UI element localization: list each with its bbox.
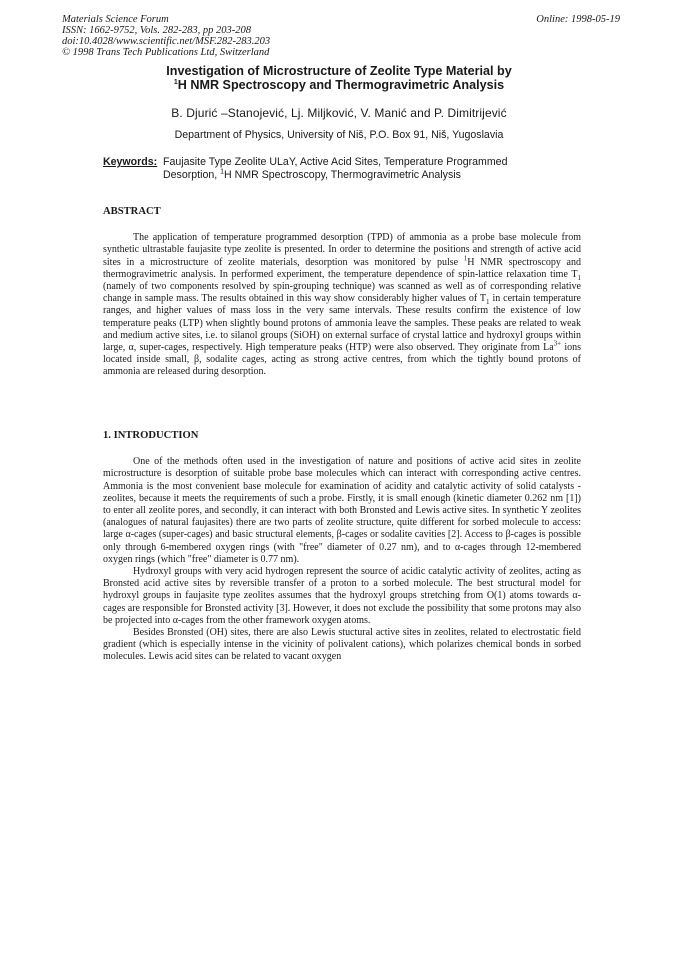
introduction-paragraph-2: Hydroxyl groups with very acid hydrogen represent the source of acidic catalytic activity of zeolites, acting as Bronsted acid active sites by reversible transfer of a proton to a sorbed molecule. The best structural model for hydroxyl groups in faujasite type zeolites assumes that the hydroxyl groups stretching from O(1) atoms towards α-cages are responsible for Bronsted activity [3]. However, it does not exclude the possibility that some protons may also be projected into α-cages from the other framework oxygen atoms.: [103, 566, 581, 626]
keywords-block: [103, 156, 583, 182]
abstract-text-c: (namely of two components resolved by spin-grouping technique) was scanned as well as of corresponding relative change in sample mass. The results obtained in this way show considerably higher values of T: [103, 281, 581, 305]
introduction-heading: 1. INTRODUCTION: [103, 430, 199, 441]
authors: B. Djurić –Stanojević, Lj. Miljković, V. Manić and P. Dimitrijević: [171, 106, 507, 120]
abstract-text-b: H NMR spectroscopy and thermogravimetric analysis. In performed experiment, the temperature dependence of spin-lattice relaxation time T: [103, 256, 582, 280]
keywords-line-1: Faujasite Type Zeolite ULaY, Active Acid Sites, Temperature Programmed: [163, 156, 508, 168]
journal-header: [62, 14, 270, 58]
keywords-line-2-post: H NMR Spectroscopy, Thermogravimetric Analysis: [224, 169, 461, 181]
abstract-sup-1: 1: [463, 254, 468, 263]
journal-name: Materials Science Forum: [62, 14, 169, 25]
abstract-text-d: in certain temperature ranges, and higher values of mass loss in the very same intervals. These results confirm the existence of low temperature peaks (LTP) when slightly bound protons of ammonia leave the samples. These peaks are related to weak and medium active sites, i.e. to silanol groups (SiOH) on external surface of crystal lattice and hydroxyl groups within large, α, super-cages, respectively. High temperature peaks (HTP) were also observed. They originate from La: [103, 293, 581, 354]
abstract-sub-2: 1: [486, 298, 490, 307]
keywords-superscript: 1: [220, 168, 225, 176]
online-date: Online: 1998-05-19: [536, 14, 620, 25]
keywords-line-2-pre: Desorption,: [163, 169, 218, 181]
title-line-2: [80, 78, 598, 92]
abstract-text-a: The application of temperature programmed desorption (TPD) of ammonia as a probe base molecule from synthetic ultrastable faujasite type zeolite is presented. In order to determine the positions and strength of active acid sites in a microstructure of zeolite materials, desorption was monitored by pulse: [103, 232, 581, 268]
abstract-heading: ABSTRACT: [103, 206, 161, 217]
introduction-section: [103, 430, 581, 664]
introduction-paragraph-3: Besides Bronsted (OH) sites, there are also Lewis stuctural active sites in zeolites, related to electrostatic field gradient (which is especially intense in the vicinity of polivalent cations), which polarizes chemical bonds in sorbed molecules. Lewis acid sites can be related to vacant oxygen: [103, 627, 581, 663]
issn-line: ISSN: 1662-9752, Vols. 282-283, pp 203-208: [62, 25, 251, 36]
abstract-sup-2: 3+: [553, 339, 562, 348]
title-line-2-text: H NMR Spectroscopy and Thermogravimetric Analysis: [177, 78, 505, 92]
paper-title: [80, 64, 598, 92]
abstract-section: [103, 206, 581, 379]
title-line-1: Investigation of Microstructure of Zeolite Type Material by: [166, 64, 512, 78]
title-superscript: 1: [173, 78, 178, 86]
abstract-paragraph: [103, 232, 581, 378]
keywords-label: Keywords:: [103, 156, 158, 168]
copyright-line: © 1998 Trans Tech Publications Ltd, Switzerland: [62, 47, 270, 58]
doi-link[interactable]: doi:10.4028/www.scientific.net/MSF.282-283.203: [62, 36, 271, 47]
abstract-text-e: ions located inside small, β, sodalite cages, acting as strong active centres, from which the tightly bound protons of ammonia are released during desorption.: [103, 342, 582, 378]
introduction-paragraph-1: One of the methods often used in the investigation of nature and positions of active acid sites in zeolite microstructure is desorption of suitable probe base molecules which can interact with corresponding active centres. Ammonia is the most convenient base molecule for examination of acidity and catalytic activity of solid catalysts - zeolites, because it meets the requirements of such a probe. Firstly, it is small enough (kinetic diameter 0.262 nm [1]) to enter all zeolite pores, and secondly, it can interact with both Bronsted and Lewis active sites. In synthetic Y zeolites (analogues of natural faujasites) there are two parts of zeolite structure, quite different for sorbed molecule to access: large α-cages (super-cages) and basic structural elements, β-cages or sodalite cavities [2]. Access to β-cages is possible only through 6-membered oxygen rings (with "free" diameter of 0.27 nm), and to α-cages through 12-membered oxygen rings (which "free" diameter is 0.77 nm).: [103, 456, 581, 565]
affiliation: Department of Physics, University of Niš, P.O. Box 91, Niš, Yugoslavia: [174, 129, 504, 141]
keywords-line-2: [163, 169, 583, 182]
abstract-sub-1: 1: [577, 273, 581, 282]
